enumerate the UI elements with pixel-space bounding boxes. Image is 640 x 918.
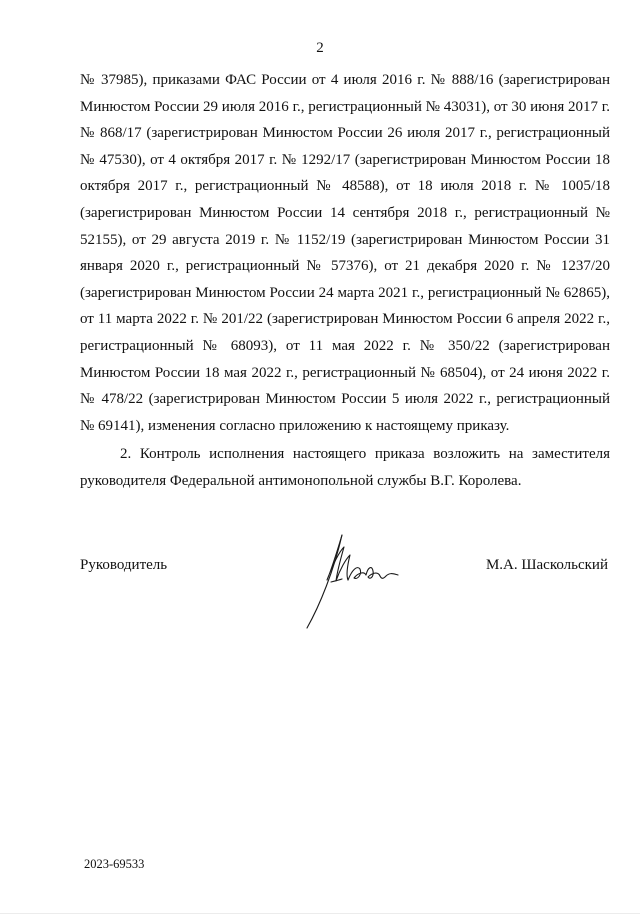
page-number: 2 — [316, 40, 324, 56]
paragraph-amendments-list: № 37985), приказами ФАС России от 4 июля 2016 г. № 888/16 (зарегистрирован Минюстом России 29 июля 2016 г., регистрационный № 43031), от 30 июня 2017 г. № 868/17 (зарегистрирован Минюстом России 26 июля 2017 г., регистрационный № 47530), от 4 октября 2017 г. № 1292/17 (зарегистрирован Минюстом России 18 октября 2017 г., регистрационный № 48588), от 18 июля 2018 г. № 1005/18 (зарегистрирован Минюстом России 14 сентября 2018 г., регистрационный № 52155), от 29 августа 2019 г. № 1152/19 (зарегистрирован Минюстом России 31 января 2020 г., регистрационный № 57376), от 21 декабря 2020 г. № 1237/20 (зарегистрирован Минюстом России 24 марта 2021 г., регистрационный № 62865), от 11 марта 2022 г. № 201/22 (зарегистрирован Минюстом России 6 апреля 2022 г., регистрационный № 68093), от 11 мая 2022 г. № 350/22 (зарегистрирован Минюстом России 18 мая 2022 г., регистрационный № 68504), от 24 июня 2022 г. № 478/22 (зарегистрирован Минюстом России 5 июля 2022 г., регистрационный № 69141), изменения согласно приложению к настоящему приказу. — [80, 72, 610, 434]
signatory-name: М.А. Шаскольский — [485, 557, 608, 573]
paragraph-control-clause: 2. Контроль исполнения настоящего приказа возложить на заместителя руководителя Федеральной антимонопольной службы В.Г. Королева. — [80, 446, 610, 489]
scan-edge-divider — [0, 913, 640, 914]
signatory-title: Руководитель — [80, 557, 168, 573]
document-body — [80, 67, 610, 495]
handwritten-signature — [300, 525, 420, 635]
document-id: 2023-69533 — [84, 857, 145, 871]
